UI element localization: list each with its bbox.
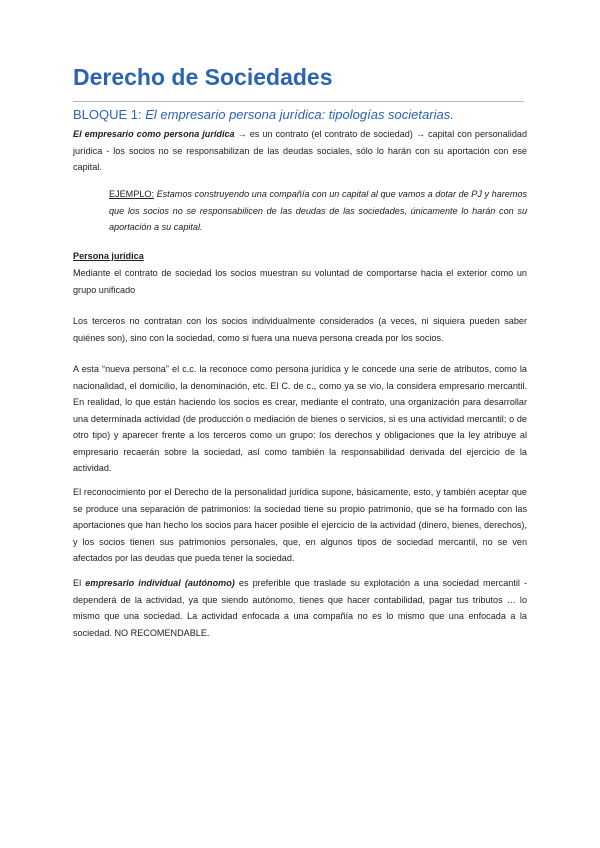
p5-bold: empresario individual (autónomo) <box>85 578 235 588</box>
paragraph-5 <box>73 575 527 641</box>
example-paragraph <box>109 186 527 236</box>
intro-paragraph <box>73 126 527 176</box>
intro-text: → es un contrato (el contrato de sociedad) → capital con personalidad jurídica - los socios no se responsabilizan de las deudas sociales, sólo lo harán con su aportación con ese capital. <box>73 129 527 172</box>
intro-lead: El empresario como persona jurídica <box>73 129 235 139</box>
paragraph-3: A esta “nueva persona” el c.c. la reconoce como persona jurídica y le concede una serie de atributos, como la nacionalidad, el domicilio, la denominación, etc. El C. de c., como ya se vio, la considera empresario mercantil. En realidad, lo que están haciendo los socios es crear, mediante el contrato, una organización para desarrollar una determinada actividad (de producción o mediación de bienes o servicios, si es una actividad mercantil; o de otro tipo) y aparecer frente a los terceros como un grupo: los derechos y obligaciones que la ley atribuye al empresario recaerán sobre la sociedad, así como también la responsabilidad derivada del ejercicio de la actividad. <box>73 364 527 473</box>
block-number: BLOQUE 1: <box>73 107 142 122</box>
p5-pre: El <box>73 578 86 588</box>
example-text: Estamos construyendo una compañía con un capital al que vamos a dotar de PJ y haremos que los socios no se responsabilicen de las deudas de las sociedades, únicamente lo harán con su aportación a su capital. <box>109 189 527 232</box>
block-title: El empresario persona jurídica: tipologías societarias. <box>145 107 454 122</box>
title-divider <box>73 101 524 102</box>
example-label: EJEMPLO: <box>109 189 154 199</box>
paragraph-1: Mediante el contrato de sociedad los socios muestran su voluntad de comportarse hacia el exterior como un grupo unificado <box>73 268 527 295</box>
paragraph-2: Los terceros no contratan con los socios individualmente considerados (a veces, ni siquiera pueden saber quiénes son), sino con la sociedad, como si fuera una nueva persona creada por los socios. <box>73 316 527 343</box>
section-heading: Persona jurídica <box>73 251 144 261</box>
paragraph-4: El reconocimiento por el Derecho de la personalidad jurídica supone, básicamente, esto, y también aceptar que se produce una separación de patrimonios: la sociedad tiene su propio patrimonio, que se ha formado con las aportaciones que han hecho los socios para hacer posible el ejercicio de la actividad (dinero, bienes, derechos), y los socios tienen sus patrimonios personales, que, en algunos tipos de sociedad mercantil, no se ven afectados por las deudas que pueda tener la sociedad. <box>73 487 527 563</box>
p5-post: es preferible que traslade su explotación a una sociedad mercantil - dependerá de la actividad, ya que siendo autónomo, tienes que hacer contabilidad, pagar tus tributos … lo mismo que una sociedad. La actividad enfocada a una compañía no es lo mismo que una enfocada a la sociedad. NO RECOMENDABLE. <box>73 578 527 638</box>
document-title: Derecho de Sociedades <box>73 64 333 90</box>
block-heading <box>73 107 454 122</box>
